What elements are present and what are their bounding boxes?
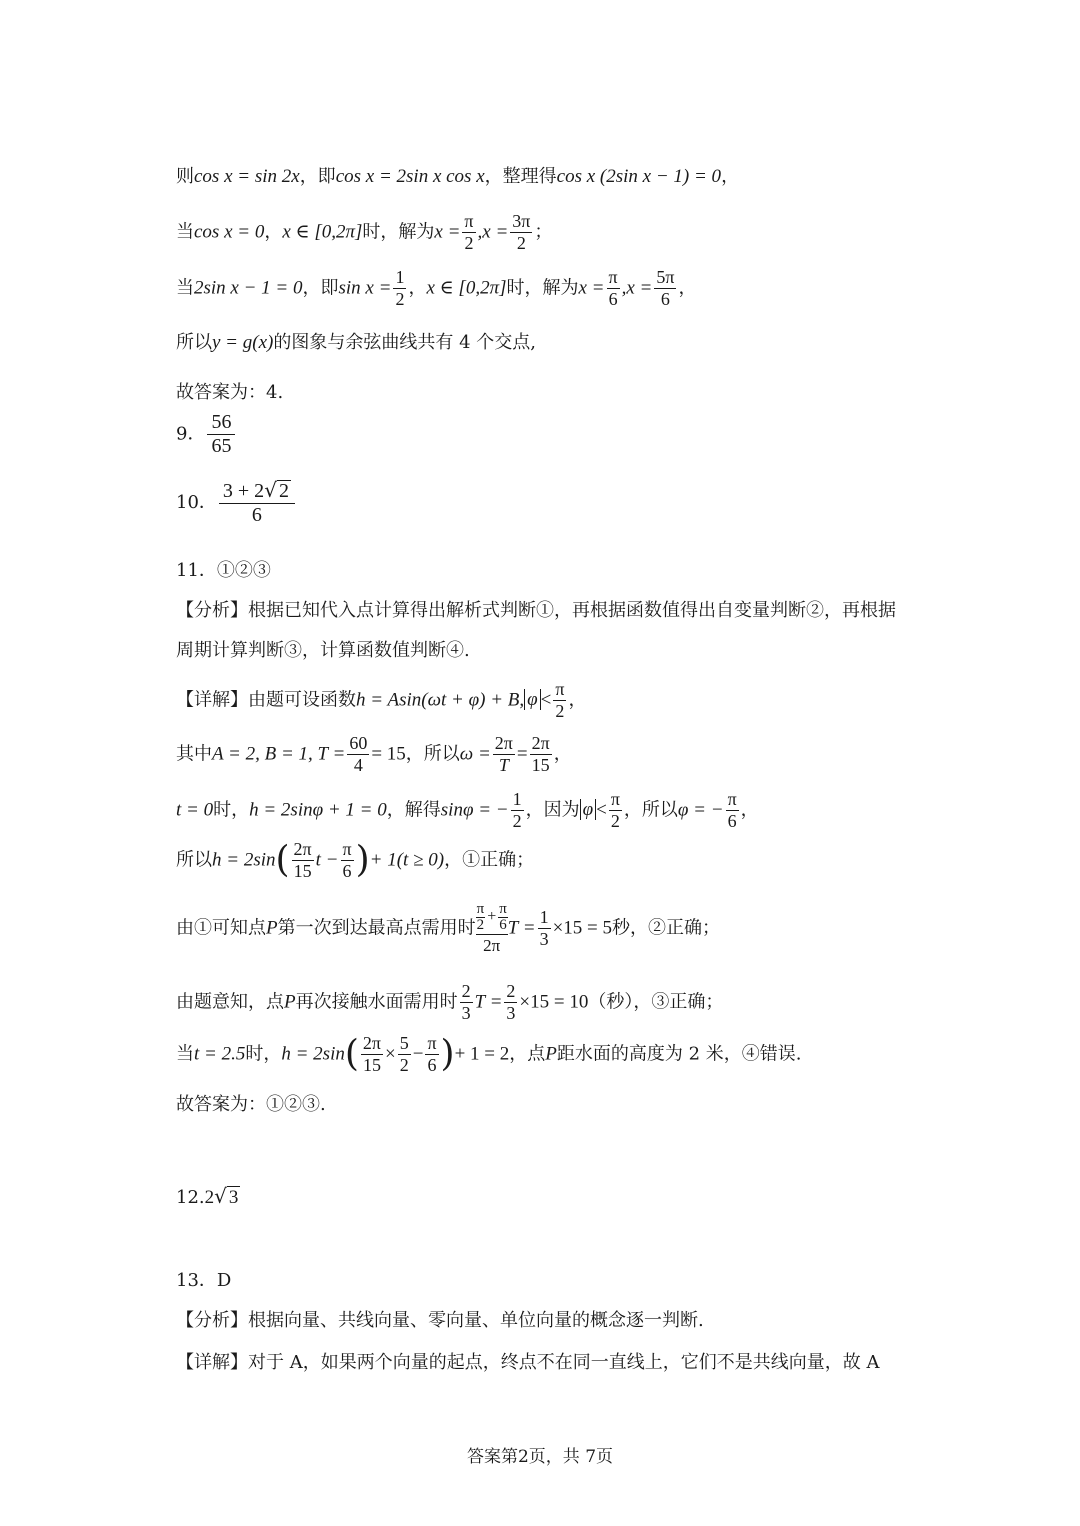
math: P	[266, 917, 278, 939]
paren: (	[344, 1033, 359, 1075]
text: ，	[264, 221, 283, 243]
fraction: $\frac{\pi}{2}$	[610, 789, 620, 831]
math: cos x = 2sin x cos x	[335, 166, 485, 187]
fraction: $\frac{2\pi}{T}$	[494, 733, 513, 775]
text: 其中	[176, 743, 212, 765]
math: ,x =	[477, 221, 509, 243]
text: 周期计算判断③，计算函数值判断④.	[176, 640, 470, 661]
text: 故答案为：①②③.	[176, 1094, 326, 1115]
fraction: $\frac{2\pi}{15}$	[531, 733, 550, 775]
question-number: 10．	[176, 492, 217, 513]
detail-line-6	[176, 982, 940, 1023]
math: ,x =	[621, 277, 653, 299]
math: y = g(x)	[212, 332, 274, 353]
text: 故答案为：4.	[176, 382, 284, 403]
text: ，	[553, 743, 572, 765]
math: P	[284, 991, 296, 1013]
question-number: 9．	[176, 423, 206, 445]
fraction: $\frac{2\pi}{15}$	[293, 839, 312, 881]
text: 【详解】由题可设函数	[176, 689, 356, 711]
analysis-line-1	[176, 600, 940, 622]
question-number: 12.	[176, 1187, 205, 1208]
answer-text: D	[216, 1270, 232, 1291]
fraction: $\frac{\pi}{2}$	[464, 211, 474, 253]
math: cos x (2sin x − 1) = 0	[556, 166, 722, 187]
math: T =	[507, 917, 536, 939]
math: φ	[524, 689, 541, 710]
math: t = 2.5	[194, 1043, 246, 1065]
math: ×	[385, 1043, 396, 1065]
text: 当	[176, 277, 194, 299]
detail-line-5	[176, 902, 940, 955]
fraction: $\frac{2\pi}{15}$	[362, 1033, 381, 1075]
text: ，	[408, 277, 427, 299]
math: t −	[315, 849, 339, 871]
fraction: $\frac{5}{2}$	[399, 1033, 409, 1075]
text: ；	[534, 221, 553, 243]
math: h = 2sin	[212, 849, 276, 871]
paren: (	[275, 839, 290, 881]
math: + 1(t ≥ 0)	[369, 849, 445, 871]
fraction: $\frac{3\pi}{2}$	[512, 211, 531, 253]
math: φ	[580, 799, 597, 820]
math: h = 2sinφ + 1 = 0	[249, 799, 387, 821]
answer-10	[176, 480, 940, 526]
text: ，即	[299, 166, 336, 187]
fraction: $\frac{1}{2}$	[395, 267, 405, 309]
detail-line-8	[176, 1094, 940, 1116]
text: 时，解为	[506, 277, 579, 299]
math: sin x =	[338, 277, 392, 299]
text: ，	[568, 689, 587, 711]
text: 所以	[176, 849, 212, 871]
math: cos x = sin 2x	[194, 166, 300, 187]
analysis-13	[176, 1310, 940, 1332]
math: x ∈ [0,2π]	[282, 221, 363, 243]
math: ×15 = 5	[552, 917, 613, 939]
answer-13	[176, 1270, 940, 1292]
text: ，	[721, 166, 740, 187]
text: 秒，②正确；	[612, 917, 721, 939]
radical-sign: √	[214, 1184, 227, 1208]
solution-line-2	[176, 212, 940, 253]
math: =	[516, 743, 528, 765]
text: ，	[740, 799, 759, 821]
answer-12	[176, 1184, 940, 1210]
solution-line-5	[176, 382, 940, 404]
fraction: $\frac{\pi}{6}$	[608, 267, 618, 309]
page-footer: 答案第2页，共 7页	[466, 1447, 614, 1467]
fraction: $\frac{60}{4}$	[349, 733, 368, 775]
math: h = Asin(ωt + φ) + B,	[356, 689, 525, 711]
math: = 15	[371, 743, 406, 765]
text: 由题意知，点	[176, 991, 284, 1013]
text: ，所以	[623, 799, 678, 821]
fraction: $\frac{1}{2}$	[512, 789, 522, 831]
math: t = 0	[176, 799, 214, 821]
question-number: 11．	[176, 560, 217, 581]
text: 当	[176, 1043, 194, 1065]
detail-line-7	[176, 1034, 940, 1075]
fraction: $\frac{5\pi}{6}$	[656, 267, 675, 309]
text: 再次接触水面需用时	[295, 991, 458, 1013]
math: P	[545, 1043, 557, 1065]
text: 距水面的高度为 2 米，④错误.	[556, 1043, 802, 1065]
math: −	[412, 1043, 424, 1065]
paren: )	[355, 839, 370, 881]
math: 2sin x − 1 = 0	[194, 277, 303, 299]
text: ，点	[509, 1043, 546, 1065]
solution-line-3	[176, 268, 940, 309]
text: ，整理得	[484, 166, 557, 187]
text: ，因为	[525, 799, 580, 821]
text: ，即	[302, 277, 339, 299]
answer-11	[176, 560, 940, 582]
math: x ∈ [0,2π]	[426, 277, 507, 299]
detail-line-2	[176, 734, 940, 775]
text: 的图象与余弦曲线共有 4 个交点,	[273, 332, 536, 353]
fraction: $\frac{\pi}{6}$	[427, 1033, 437, 1075]
fraction: $\frac{\pi}{2}$	[555, 679, 565, 721]
math: x =	[578, 277, 605, 299]
math: φ = −	[677, 799, 724, 821]
text: 第一次到达最高点需用时	[277, 917, 476, 939]
question-number: 13．	[176, 1270, 217, 1291]
math: x =	[434, 221, 461, 243]
text: 时，	[213, 799, 250, 821]
fraction: $\frac{1}{3}$	[539, 907, 549, 949]
text: 【分析】根据向量、共线向量、零向量、单位向量的概念逐一判断.	[176, 1310, 704, 1331]
math: h = 2sin	[281, 1043, 345, 1065]
math: sinφ = −	[440, 799, 509, 821]
fraction: $\frac{2}{3}$	[461, 981, 471, 1023]
math: 2	[204, 1187, 215, 1208]
fraction: $\frac{3 + 2√ 2}{6}$	[219, 480, 295, 526]
solution-line-4	[176, 332, 940, 355]
math: + 1 = 2	[454, 1043, 510, 1065]
answer-text: ①②③	[216, 560, 271, 581]
compound-fraction: $\frac{\pi}{2}$ + $\frac{\pi}{6}$ 2π	[476, 901, 507, 955]
text: 当	[176, 221, 194, 243]
text: ，①正确；	[444, 849, 535, 871]
text: ，	[678, 277, 697, 299]
paren: )	[440, 1033, 455, 1075]
text: （秒），③正确；	[588, 991, 724, 1013]
math: ω =	[459, 743, 491, 765]
analysis-line-2	[176, 640, 940, 662]
math: T =	[474, 991, 503, 1013]
text: 【详解】对于 A，如果两个向量的起点，终点不在同一直线上，它们不是共线向量，故 A	[176, 1352, 880, 1373]
detail-line-1	[176, 680, 940, 721]
text: 【分析】根据已知代入点计算得出解析式判断①，再根据函数值得出自变量判断②，再根据	[176, 600, 896, 621]
text: ，所以	[405, 743, 460, 765]
math: ×15 = 10	[519, 991, 589, 1013]
text: 则	[176, 166, 194, 187]
text: 时，解为	[362, 221, 435, 243]
text: 由①可知点	[176, 917, 266, 939]
text: ，解得	[386, 799, 441, 821]
solution-line-1	[176, 166, 940, 189]
detail-line-4	[176, 840, 940, 881]
fraction: $\frac{2}{3}$	[506, 981, 516, 1023]
math: A = 2, B = 1, T =	[212, 743, 346, 765]
math: <	[596, 799, 607, 821]
fraction: $\frac{\pi}{6}$	[727, 789, 737, 831]
text: 时，	[245, 1043, 282, 1065]
math: cos x = 0	[194, 221, 265, 243]
fraction: $\frac{56}{65}$	[207, 412, 235, 457]
text: 所以	[176, 332, 212, 353]
math: <	[540, 689, 552, 711]
answer-9	[176, 412, 940, 457]
detail-13	[176, 1352, 940, 1374]
detail-line-3	[176, 790, 940, 831]
fraction: $\frac{\pi}{6}$	[342, 839, 352, 881]
math: 3	[228, 1187, 239, 1208]
